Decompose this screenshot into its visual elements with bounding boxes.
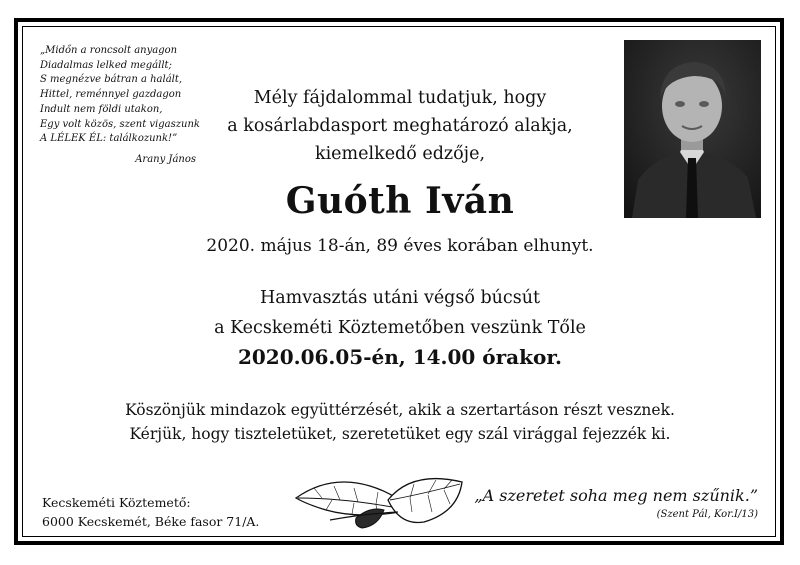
poem-line: „Midőn a roncsolt anyagon [40,45,178,56]
ceremony-line: Hamvasztás utáni végső búcsút [259,288,541,308]
leaves-icon [292,468,467,538]
intro-text [0,84,800,168]
cemetery-address [42,493,259,531]
intro-line: a kosárlabdasport meghatározó alakja, [227,116,573,136]
thanks-text [0,398,800,446]
address-line: 6000 Kecskemét, Béke fasor 71/A. [42,514,260,529]
address-line: Kecskeméti Köztemető: [42,495,191,510]
deceased-name: Guóth Iván [285,180,515,222]
bible-quote [474,486,758,520]
poem-line: A LÉLEK ÉL: találkozunk!” [40,133,178,145]
poem-line: S megnézve bátran a halált, [40,74,183,86]
poem-line: Indult nem földi utakon, [40,103,163,115]
intro-line: Mély fájdalommal tudatjuk, hogy [253,88,547,108]
poem-line: Egy volt közös, szent vigaszunk [40,118,200,130]
poem-author: Arany János [135,153,196,165]
poem-line: Diadalmas lelked megállt; [40,59,172,71]
thanks-line: Köszönjük mindazok együttérzését, akik a szertartáson részt vesznek. [125,401,675,419]
intro-line: kiemelkedő edzője, [314,144,486,164]
quote-text: „A szeretet soha meg nem szűnik.” [474,486,758,505]
quote-reference: (Szent Pál, Kor.I/13) [656,509,758,520]
ceremony-text [0,283,800,343]
ceremony-datetime: 2020.06.05-én, 14.00 órakor. [237,345,563,369]
thanks-line: Kérjük, hogy tiszteletüket, szeretetüket egy szál virággal fejezzék ki. [129,425,671,443]
ceremony-line: a Kecskeméti Köztemetőben veszünk Tőle [214,318,586,338]
poem-line: Hittel, reménnyel gazdagon [40,89,182,101]
death-notice: 2020. május 18-án, 89 éves korában elhunyt. [206,236,594,256]
